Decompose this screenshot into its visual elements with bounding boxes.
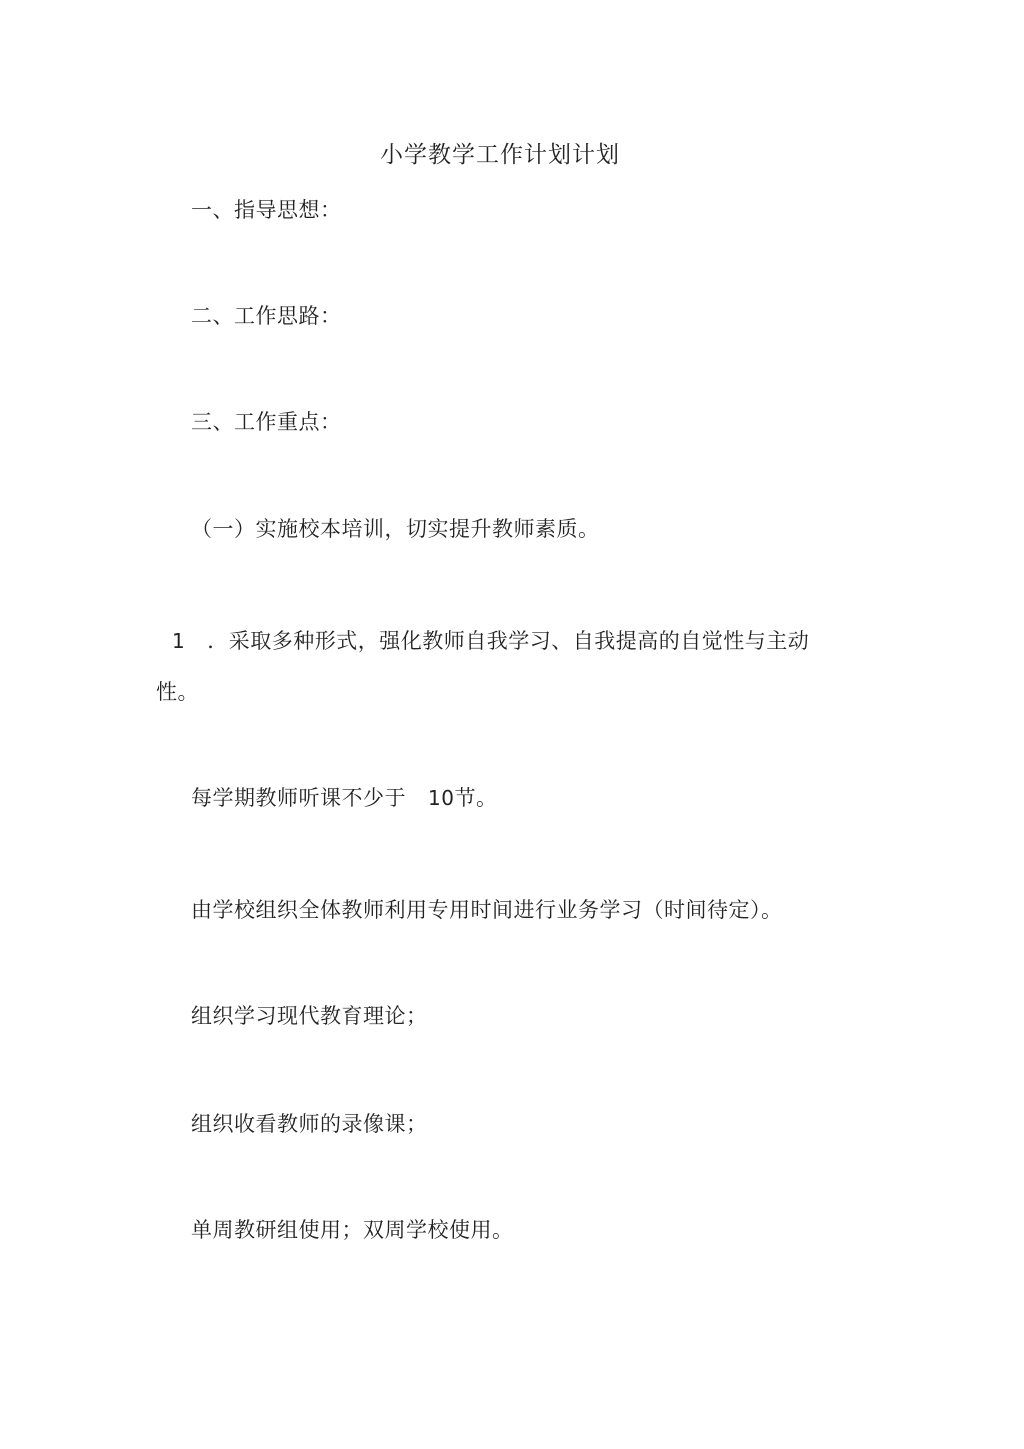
subsection-heading: （一）实施校本培训，切实提升教师素质。 <box>191 517 600 541</box>
paragraph-weekly-schedule: 单周教研组使用；双周学校使用。 <box>191 1218 514 1242</box>
section-heading-work-focus: 三、工作重点： <box>191 410 342 434</box>
paragraph-text: 每学期教师听课不少于 <box>191 786 406 810</box>
paragraph-modern-theory: 组织学习现代教育理论； <box>191 1004 428 1028</box>
paragraph-text: 节。 <box>454 786 498 810</box>
section-heading-work-approach: 二、工作思路： <box>191 304 342 328</box>
paragraph-business-study: 由学校组织全体教师利用专用时间进行业务学习（时间待定）。 <box>191 898 783 922</box>
paragraph-video-lessons: 组织收看教师的录像课； <box>191 1112 428 1136</box>
list-item-1 <box>172 627 809 655</box>
list-item-1-continuation: 性。 <box>156 680 199 704</box>
list-item-text: ．采取多种形式，强化教师自我学习、自我提高的自觉性与主动 <box>207 629 810 653</box>
section-heading-guiding-thought: 一、指导思想： <box>191 198 342 222</box>
lesson-count: 10 <box>428 786 455 810</box>
list-item-number: 1 <box>172 629 186 653</box>
document-title: 小学教学工作计划计划 <box>380 142 620 168</box>
paragraph-lesson-observation <box>191 784 497 812</box>
